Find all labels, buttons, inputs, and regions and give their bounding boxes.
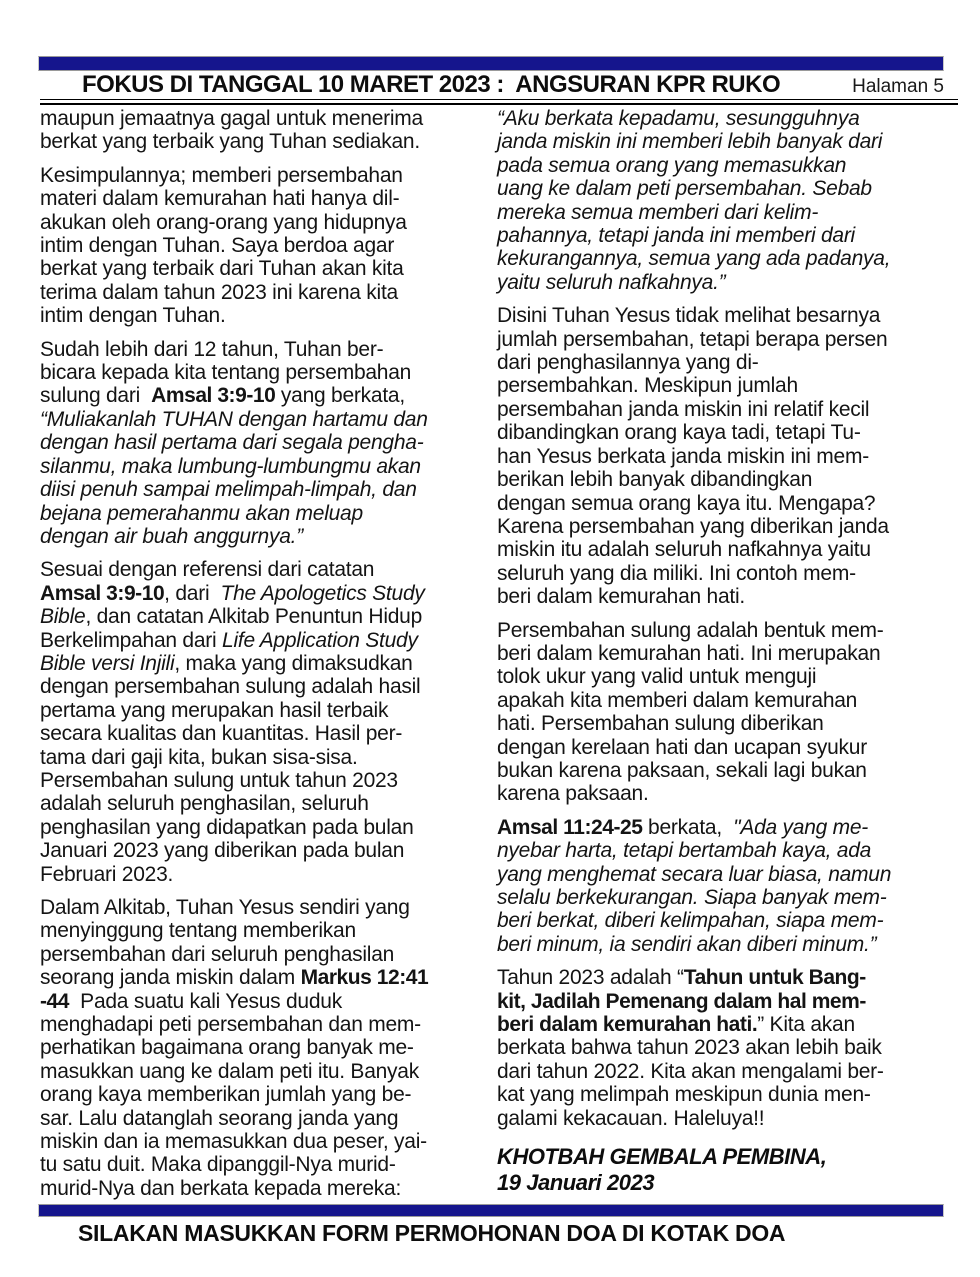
- text-run: secara kualitas dan kuantitas. Hasil per-: [40, 722, 403, 746]
- text-line: [497, 1083, 944, 1106]
- text-run: Persembahan sulung adalah bentuk mem-: [497, 618, 884, 642]
- text-run: perhatikan bagaimana orang banyak me-: [40, 1036, 414, 1060]
- text-line: [497, 1170, 944, 1196]
- paragraph: [497, 107, 944, 294]
- text-line: [40, 1153, 487, 1176]
- text-run: diisi penuh sampai melimpah-limpah, dan: [40, 478, 417, 502]
- text-line: [40, 211, 487, 234]
- paragraph: [497, 816, 944, 956]
- text-line: [497, 863, 944, 886]
- text-run: , dari: [164, 581, 221, 605]
- text-run: orang kaya memberikan jumlah yang be-: [40, 1083, 412, 1107]
- text-line: [40, 408, 487, 431]
- text-line: [497, 374, 944, 397]
- text-line: [497, 909, 944, 932]
- text-run: -44: [40, 989, 70, 1013]
- text-run: mereka semua memberi dari kelim-: [497, 200, 819, 224]
- text-run: hati. Persembahan sulung diberikan: [497, 712, 824, 736]
- text-line: [40, 1107, 487, 1130]
- text-run: Berkelimpahan dari: [40, 628, 223, 652]
- text-run: beri dalam kemurahan hati.: [497, 1013, 758, 1037]
- text-line: [497, 839, 944, 862]
- text-line: [40, 338, 487, 361]
- text-run: pertama yang merupakan hasil terbaik: [40, 698, 389, 722]
- text-line: [497, 1144, 944, 1170]
- text-line: [497, 816, 944, 839]
- text-line: [40, 675, 487, 698]
- text-run: silanmu, maka lumbung-lumbungmu akan: [40, 454, 421, 478]
- text-run: intim dengan Tuhan. Saya berdoa agar: [40, 234, 395, 258]
- text-line: [497, 562, 944, 585]
- text-run: jumlah persembahan, tetapi berapa persen: [497, 327, 888, 351]
- header-rule: [40, 99, 958, 105]
- text-run: The Apologetics Study: [220, 581, 425, 605]
- text-run: apakah kita memberi dalam kemurahan: [497, 688, 858, 712]
- text-run: berkata,: [642, 815, 734, 839]
- text-line: [497, 538, 944, 561]
- text-line: [40, 1130, 487, 1153]
- text-line: [497, 689, 944, 712]
- paragraph: [497, 966, 944, 1130]
- text-line: [40, 919, 487, 942]
- text-run: Tahun 2023 adalah “: [497, 966, 684, 990]
- text-run: persembahan dari seluruh penghasilan: [40, 942, 395, 966]
- text-line: [40, 792, 487, 815]
- text-run: janda miskin ini memberi lebih banyak dari: [497, 130, 883, 154]
- article-column-right: [497, 107, 944, 1210]
- text-run: materi dalam kemurahan hati hanya dil-: [40, 187, 400, 211]
- text-run: yang menghemat secara luar biasa, namun: [497, 862, 892, 886]
- text-line: [497, 304, 944, 327]
- text-run: masukkan uang ke dalam peti itu. Banyak: [40, 1059, 419, 1083]
- text-line: [497, 398, 944, 421]
- text-line: [40, 478, 487, 501]
- text-run: seluruh yang dia miliki. Ini contoh mem-: [497, 561, 856, 585]
- paragraph: [40, 107, 487, 154]
- text-run: Januari 2023 yang diberikan pada bulan: [40, 839, 405, 863]
- text-line: [40, 816, 487, 839]
- text-run: dari penghasilannya yang di-: [497, 351, 759, 375]
- paragraph: [40, 896, 487, 1200]
- text-run: maupun jemaatnya gagal untuk menerima: [40, 107, 423, 130]
- page-number: Halaman 5: [852, 76, 944, 97]
- text-line: [497, 736, 944, 759]
- text-run: beri dalam kemurahan hati.: [497, 585, 745, 609]
- text-run: Markus 12:41: [300, 966, 429, 990]
- footer-notice: SILAKAN MASUKKAN FORM PERMOHONAN DOA DI KOTAK DOA: [78, 1220, 786, 1246]
- text-run: Bible: [40, 605, 86, 629]
- text-line: [497, 351, 944, 374]
- text-line: [40, 699, 487, 722]
- text-run: ” Kita akan: [757, 1013, 855, 1037]
- text-line: [497, 712, 944, 735]
- paragraph: [40, 164, 487, 328]
- text-run: berikan lebih banyak dibandingkan: [497, 468, 813, 492]
- paragraph: [497, 619, 944, 806]
- text-line: [497, 1036, 944, 1059]
- text-line: [497, 1013, 944, 1036]
- text-run: Sudah lebih dari 12 tahun, Tuhan ber-: [40, 337, 384, 361]
- text-line: [497, 107, 944, 130]
- text-run: beri berkat, diberi kelimpahan, siapa mem-: [497, 909, 884, 933]
- text-line: [497, 759, 944, 782]
- text-run: Tahun untuk Bang-: [683, 966, 866, 990]
- text-run: Dalam Alkitab, Tuhan Yesus sendiri yang: [40, 896, 410, 919]
- text-line: [40, 257, 487, 280]
- text-line: [497, 1060, 944, 1083]
- text-run: nyebar harta, tetapi bertambah kaya, ada: [497, 839, 872, 863]
- text-line: [40, 943, 487, 966]
- text-line: [497, 782, 944, 805]
- text-line: [497, 515, 944, 538]
- text-run: Persembahan sulung untuk tahun 2023: [40, 768, 398, 792]
- text-line: [40, 164, 487, 187]
- text-run: yang berkata,: [275, 384, 405, 408]
- text-line: [40, 1013, 487, 1036]
- text-line: [40, 769, 487, 792]
- article-body: [40, 107, 945, 1210]
- text-run: sulung dari: [40, 384, 152, 408]
- text-run: dibandingkan orang kaya tadi, tetapi Tu-: [497, 421, 861, 445]
- text-line: [40, 107, 487, 130]
- text-run: pada semua orang yang memasukkan: [497, 153, 847, 177]
- text-line: [40, 187, 487, 210]
- text-line: [40, 966, 487, 989]
- text-run: Disini Tuhan Yesus tidak melihat besarnya: [497, 304, 881, 328]
- text-run: “Muliakanlah TUHAN dengan hartamu dan: [40, 407, 428, 431]
- text-run: 19 Januari 2023: [497, 1169, 655, 1195]
- text-run: penghasilan yang didapatkan pada bulan: [40, 815, 414, 839]
- text-line: [40, 502, 487, 525]
- text-run: uang ke dalam peti persembahan. Sebab: [497, 177, 872, 201]
- text-line: [40, 281, 487, 304]
- text-run: bejana pemerahanmu akan meluap: [40, 501, 363, 525]
- text-line: [40, 863, 487, 886]
- text-line: [40, 1177, 487, 1200]
- text-line: [497, 201, 944, 224]
- text-run: seorang janda miskin dalam: [40, 966, 301, 990]
- text-run: Life Application Study: [222, 628, 418, 652]
- text-line: [40, 558, 487, 581]
- text-run: menyinggung tentang memberikan: [40, 919, 356, 943]
- text-run: dengan hasil pertama dari segala pengha-: [40, 431, 424, 455]
- text-line: [497, 247, 944, 270]
- text-line: [40, 1083, 487, 1106]
- text-run: miskin dan ia memasukkan dua peser, yai-: [40, 1130, 427, 1154]
- text-run: , dan catatan Alkitab Penuntun Hidup: [85, 605, 423, 629]
- text-run: bukan karena paksaan, sekali lagi bukan: [497, 758, 867, 782]
- text-run: Amsal 3:9-10: [40, 581, 165, 605]
- text-run: berkat yang terbaik yang Tuhan sediakan.: [40, 130, 420, 154]
- text-run: kit, Jadilah Pemenang dalam hal mem-: [497, 989, 866, 1013]
- text-line: [40, 605, 487, 628]
- text-line: [40, 361, 487, 384]
- text-line: [497, 130, 944, 153]
- text-line: [497, 642, 944, 665]
- text-line: [40, 896, 487, 919]
- page-header: [82, 71, 944, 99]
- text-run: dengan kerelaan hati dan ucapan syukur: [497, 735, 867, 759]
- text-run: murid-Nya dan berkata kepada mereka:: [40, 1176, 402, 1200]
- text-line: [497, 468, 944, 491]
- text-line: [497, 271, 944, 294]
- text-run: berkata bahwa tahun 2023 akan lebih baik: [497, 1036, 882, 1060]
- text-run: kekurangannya, semua yang ada padanya,: [497, 247, 891, 271]
- text-run: han Yesus berkata janda miskin ini mem-: [497, 444, 869, 468]
- text-line: [40, 839, 487, 862]
- text-run: KHOTBAH GEMBALA PEMBINA,: [497, 1144, 827, 1170]
- text-line: [497, 154, 944, 177]
- text-line: [497, 492, 944, 515]
- text-line: [497, 224, 944, 247]
- text-line: [497, 1107, 944, 1130]
- text-run: adalah seluruh penghasilan, seluruh: [40, 792, 369, 816]
- text-run: sar. Lalu datanglah seorang janda yang: [40, 1106, 399, 1130]
- text-run: Februari 2023.: [40, 862, 174, 886]
- text-run: akukan oleh orang-orang yang hidupnya: [40, 210, 407, 234]
- text-run: menghadapi peti persembahan dan mem-: [40, 1013, 421, 1037]
- text-line: [40, 746, 487, 769]
- article-column-left: [40, 107, 487, 1210]
- text-run: Karena persembahan yang diberikan janda: [497, 514, 889, 538]
- paragraph: [40, 338, 487, 549]
- newsletter-title: FOKUS DI TANGGAL 10 MARET 2023 : ANGSURAN KPR RUKO: [82, 71, 781, 98]
- text-run: dengan persembahan sulung adalah hasil: [40, 675, 421, 699]
- text-run: karena paksaan.: [497, 782, 649, 806]
- text-line: [497, 619, 944, 642]
- text-line: [497, 933, 944, 956]
- text-run: pahannya, tetapi janda ini memberi dari: [497, 224, 855, 248]
- text-run: terima dalam tahun 2023 ini karena kita: [40, 280, 398, 304]
- text-run: Kesimpulannya; memberi persembahan: [40, 163, 403, 187]
- text-run: Bible versi Injili: [40, 651, 175, 675]
- text-run: dari tahun 2022. Kita akan mengalami ber-: [497, 1059, 884, 1083]
- text-run: Sesuai dengan referensi dari catatan: [40, 558, 375, 582]
- text-run: tama dari gaji kita, bukan sisa-sisa.: [40, 745, 358, 769]
- text-run: berkat yang terbaik dari Tuhan akan kita: [40, 257, 404, 281]
- text-line: [40, 990, 487, 1013]
- text-run: Pada suatu kali Yesus duduk: [69, 989, 342, 1013]
- text-line: [497, 966, 944, 989]
- text-run: miskin itu adalah seluruh nafkahnya yaitu: [497, 538, 871, 562]
- text-run: “Aku berkata kepadamu, sesungguhnya: [497, 107, 860, 130]
- paragraph: [497, 304, 944, 608]
- text-run: yaitu seluruh nafkahnya.”: [497, 270, 726, 294]
- text-line: [497, 177, 944, 200]
- text-run: persembahan janda miskin ini relatif kecil: [497, 397, 870, 421]
- text-line: [40, 431, 487, 454]
- text-line: [40, 652, 487, 675]
- text-run: "Ada yang me-: [733, 815, 869, 839]
- text-line: [40, 525, 487, 548]
- text-line: [497, 421, 944, 444]
- text-line: [40, 384, 487, 407]
- text-line: [40, 722, 487, 745]
- text-line: [497, 665, 944, 688]
- text-run: kat yang melimpah meskipun dunia men-: [497, 1083, 871, 1107]
- text-run: beri minum, ia sendiri akan diberi minum.”: [497, 932, 877, 956]
- text-line: [497, 886, 944, 909]
- text-line: [40, 1036, 487, 1059]
- text-run: dengan semua orang kaya itu. Mengapa?: [497, 491, 876, 515]
- text-line: [497, 445, 944, 468]
- top-accent-bar: [38, 56, 944, 71]
- text-run: persembahkan. Meskipun jumlah: [497, 374, 798, 398]
- text-line: [40, 304, 487, 327]
- text-run: galami kekacauan. Haleluya!!: [497, 1106, 765, 1130]
- signature-block: [497, 1144, 944, 1195]
- text-line: [40, 455, 487, 478]
- text-line: [40, 130, 487, 153]
- text-line: [40, 234, 487, 257]
- text-run: tu satu duit. Maka dipanggil-Nya murid-: [40, 1153, 396, 1177]
- text-line: [40, 1060, 487, 1083]
- text-line: [40, 582, 487, 605]
- text-line: [497, 990, 944, 1013]
- text-line: [497, 328, 944, 351]
- text-run: intim dengan Tuhan.: [40, 304, 226, 328]
- text-run: tolok ukur yang valid untuk menguji: [497, 665, 817, 689]
- text-run: dengan air buah anggurnya.”: [40, 524, 303, 548]
- text-run: beri dalam kemurahan hati. Ini merupakan: [497, 641, 881, 665]
- text-line: [40, 629, 487, 652]
- paragraph: [40, 558, 487, 886]
- text-run: Amsal 11:24-25: [497, 815, 643, 839]
- text-run: bicara kepada kita tentang persembahan: [40, 361, 412, 385]
- text-run: , maka yang dimaksudkan: [174, 651, 413, 675]
- bottom-accent-bar: [38, 1204, 944, 1217]
- text-run: selalu berkekurangan. Siapa banyak mem-: [497, 886, 887, 909]
- text-line: [497, 585, 944, 608]
- text-run: Amsal 3:9-10: [151, 384, 276, 408]
